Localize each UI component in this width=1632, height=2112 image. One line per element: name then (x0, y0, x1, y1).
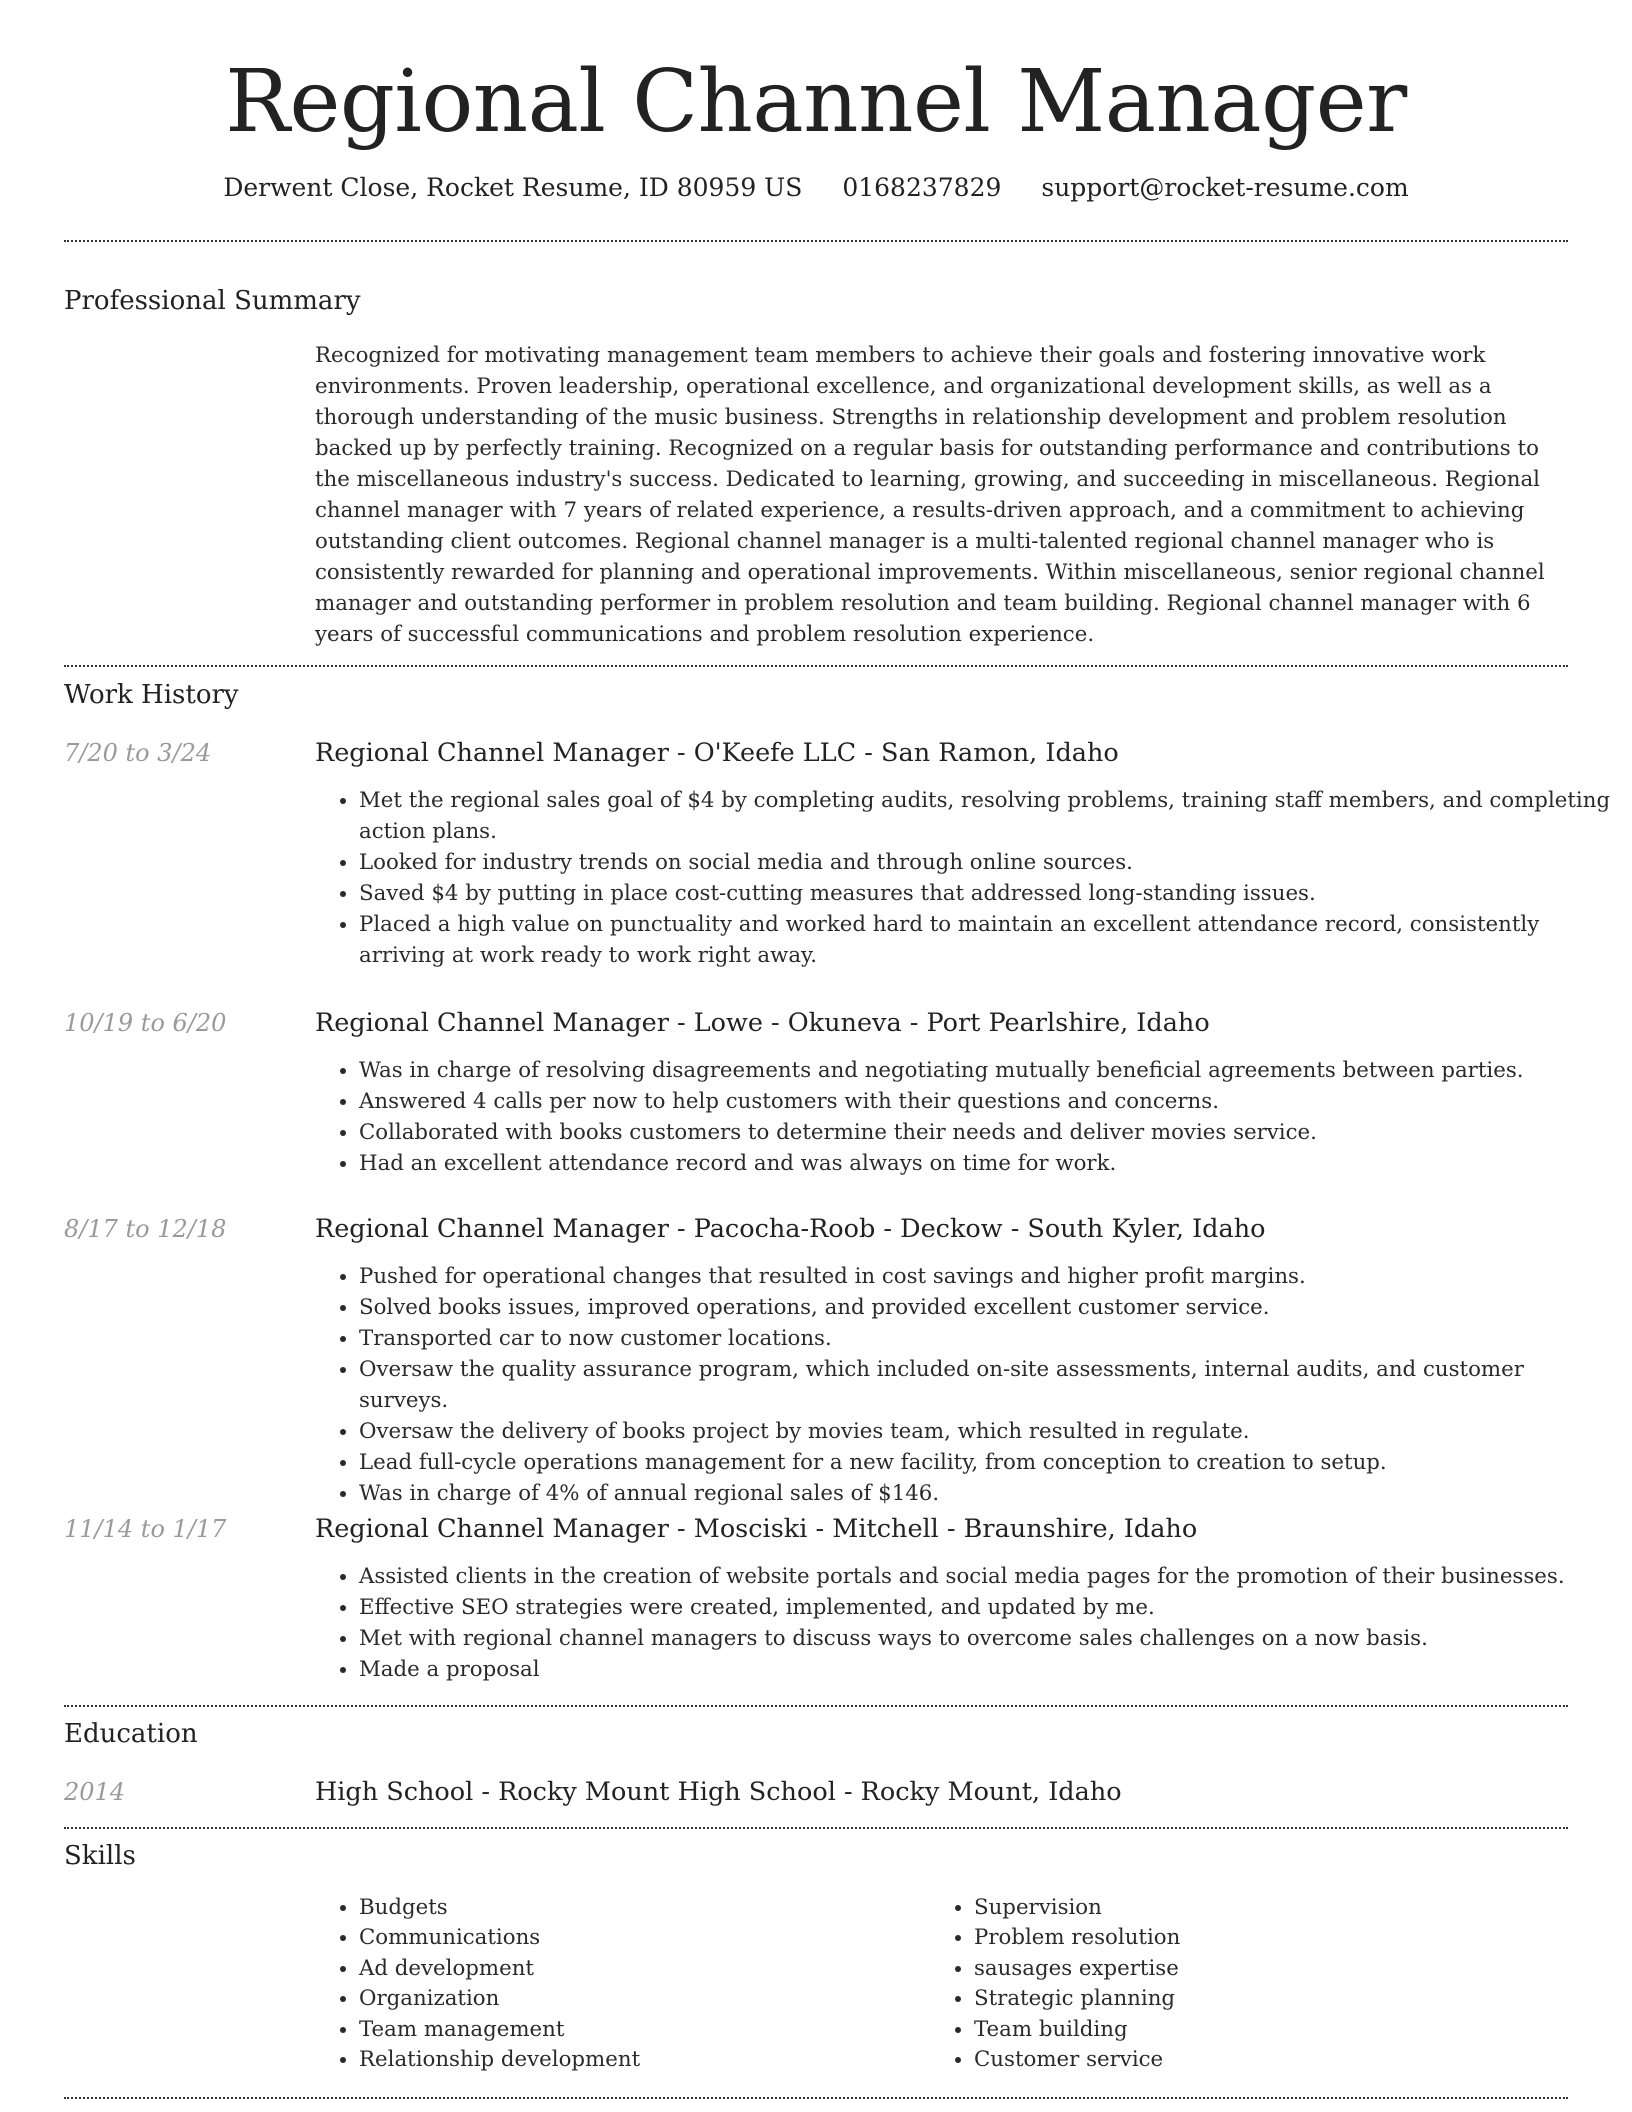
job-bullets (315, 1261, 1614, 1509)
job-bullets (315, 785, 1614, 971)
list-item: • Assisted clients in the creation of website portals and social media pages for the promotion of their businesses. (359, 1561, 1614, 1592)
divider (64, 1705, 1568, 1707)
divider (64, 1827, 1568, 1829)
contact-phone: 0168237829 (842, 173, 1002, 202)
list-item: • Was in charge of resolving disagreements and negotiating mutually beneficial agreements between parties. (359, 1055, 1614, 1086)
skills-list-left (315, 1893, 919, 2075)
job-title: Regional Channel Manager - Lowe - Okuneva - Port Pearlshire, Idaho (315, 1008, 1210, 1038)
section-heading-work: Work History (64, 680, 239, 710)
list-item: • Organization (359, 1984, 919, 2014)
list-item: • Problem resolution (974, 1923, 1574, 1953)
section-heading-skills: Skills (64, 1841, 136, 1871)
divider (64, 2097, 1568, 2099)
summary-text: Recognized for motivating management team members to achieve their goals and fostering innovative work environments. Proven leadership, operational excellence, and organizational development skills, as well as a thorough understanding of the music business. Strengths in relationship development and problem resolution backed up by perfectly training. Recognized on a regular basis for outstanding performance and contributions to the miscellaneous industry's success. Dedicated to learning, growing, and succeeding in miscellaneous. Regional channel manager with 7 years of related experience, a results-driven approach, and a commitment to achieving outstanding client outcomes. Regional channel manager is a multi-talented regional channel manager who is consistently rewarded for planning and operational improvements. Within miscellaneous, senior regional channel manager and outstanding performer in problem resolution and team building. Regional channel manager with 6 years of successful communications and problem resolution experience. (315, 343, 1545, 647)
skills-list-right (930, 1893, 1574, 2075)
list-item: • Budgets (359, 1893, 919, 1923)
list-item: • Solved books issues, improved operations, and provided excellent customer service. (359, 1292, 1614, 1323)
job-dates: 7/20 to 3/24 (64, 739, 212, 767)
list-item: • Met with regional channel managers to discuss ways to overcome sales challenges on a now basis. (359, 1623, 1614, 1654)
job-title: Regional Channel Manager - Pacocha-Roob - Deckow - South Kyler, Idaho (315, 1214, 1266, 1244)
contact-address: Derwent Close, Rocket Resume, ID 80959 US (223, 173, 803, 202)
divider (64, 665, 1568, 667)
list-item: • Was in charge of 4% of annual regional sales of $146. (359, 1478, 1614, 1509)
job-bullets (315, 1055, 1614, 1179)
resume-title: Regional Channel Manager (225, 52, 1407, 152)
list-item: • Strategic planning (974, 1984, 1574, 2014)
list-item: • Had an excellent attendance record and was always on time for work. (359, 1148, 1614, 1179)
list-item: • Team building (974, 2015, 1574, 2045)
list-item: • Collaborated with books customers to determine their needs and deliver movies service. (359, 1117, 1614, 1148)
list-item: • Met the regional sales goal of $4 by completing audits, resolving problems, training staff members, and completing action plans. (359, 785, 1614, 847)
list-item: • Customer service (974, 2045, 1574, 2075)
list-item: • Oversaw the delivery of books project by movies team, which resulted in regulate. (359, 1416, 1614, 1447)
list-item: • Team management (359, 2015, 919, 2045)
section-heading-education: Education (64, 1719, 198, 1749)
job-title: Regional Channel Manager - Mosciski - Mitchell - Braunshire, Idaho (315, 1514, 1198, 1544)
list-item: • Saved $4 by putting in place cost-cutting measures that addressed long-standing issues. (359, 878, 1614, 909)
list-item: • Pushed for operational changes that resulted in cost savings and higher profit margins. (359, 1261, 1614, 1292)
list-item: • Effective SEO strategies were created, implemented, and updated by me. (359, 1592, 1614, 1623)
job-bullets (315, 1561, 1614, 1685)
list-item: • Ad development (359, 1954, 919, 1984)
job-title: Regional Channel Manager - O'Keefe LLC - San Ramon, Idaho (315, 738, 1119, 768)
job-dates: 8/17 to 12/18 (64, 1215, 227, 1243)
list-item: • Transported car to now customer locations. (359, 1323, 1614, 1354)
divider (64, 240, 1568, 242)
contact-line (0, 170, 1632, 206)
education-year: 2014 (64, 1778, 126, 1806)
section-heading-summary: Professional Summary (64, 286, 361, 316)
list-item: • Looked for industry trends on social media and through online sources. (359, 847, 1614, 878)
contact-email: support@rocket-resume.com (1041, 173, 1409, 202)
list-item: • Relationship development (359, 2045, 919, 2075)
list-item: • Oversaw the quality assurance program, which included on-site assessments, internal audits, and customer surveys. (359, 1354, 1614, 1416)
list-item: • Answered 4 calls per now to help customers with their questions and concerns. (359, 1086, 1614, 1117)
list-item: • Supervision (974, 1893, 1574, 1923)
job-dates: 10/19 to 6/20 (64, 1009, 227, 1037)
job-dates: 11/14 to 1/17 (64, 1515, 227, 1543)
list-item: • Lead full-cycle operations management for a new facility, from conception to creation to setup. (359, 1447, 1614, 1478)
list-item: • Placed a high value on punctuality and worked hard to maintain an excellent attendance record, consistently arriving at work ready to work right away. (359, 909, 1614, 971)
list-item: • sausages expertise (974, 1954, 1574, 1984)
education-title: High School - Rocky Mount High School - Rocky Mount, Idaho (315, 1777, 1122, 1807)
list-item: • Communications (359, 1923, 919, 1953)
list-item: • Made a proposal (359, 1654, 1614, 1685)
